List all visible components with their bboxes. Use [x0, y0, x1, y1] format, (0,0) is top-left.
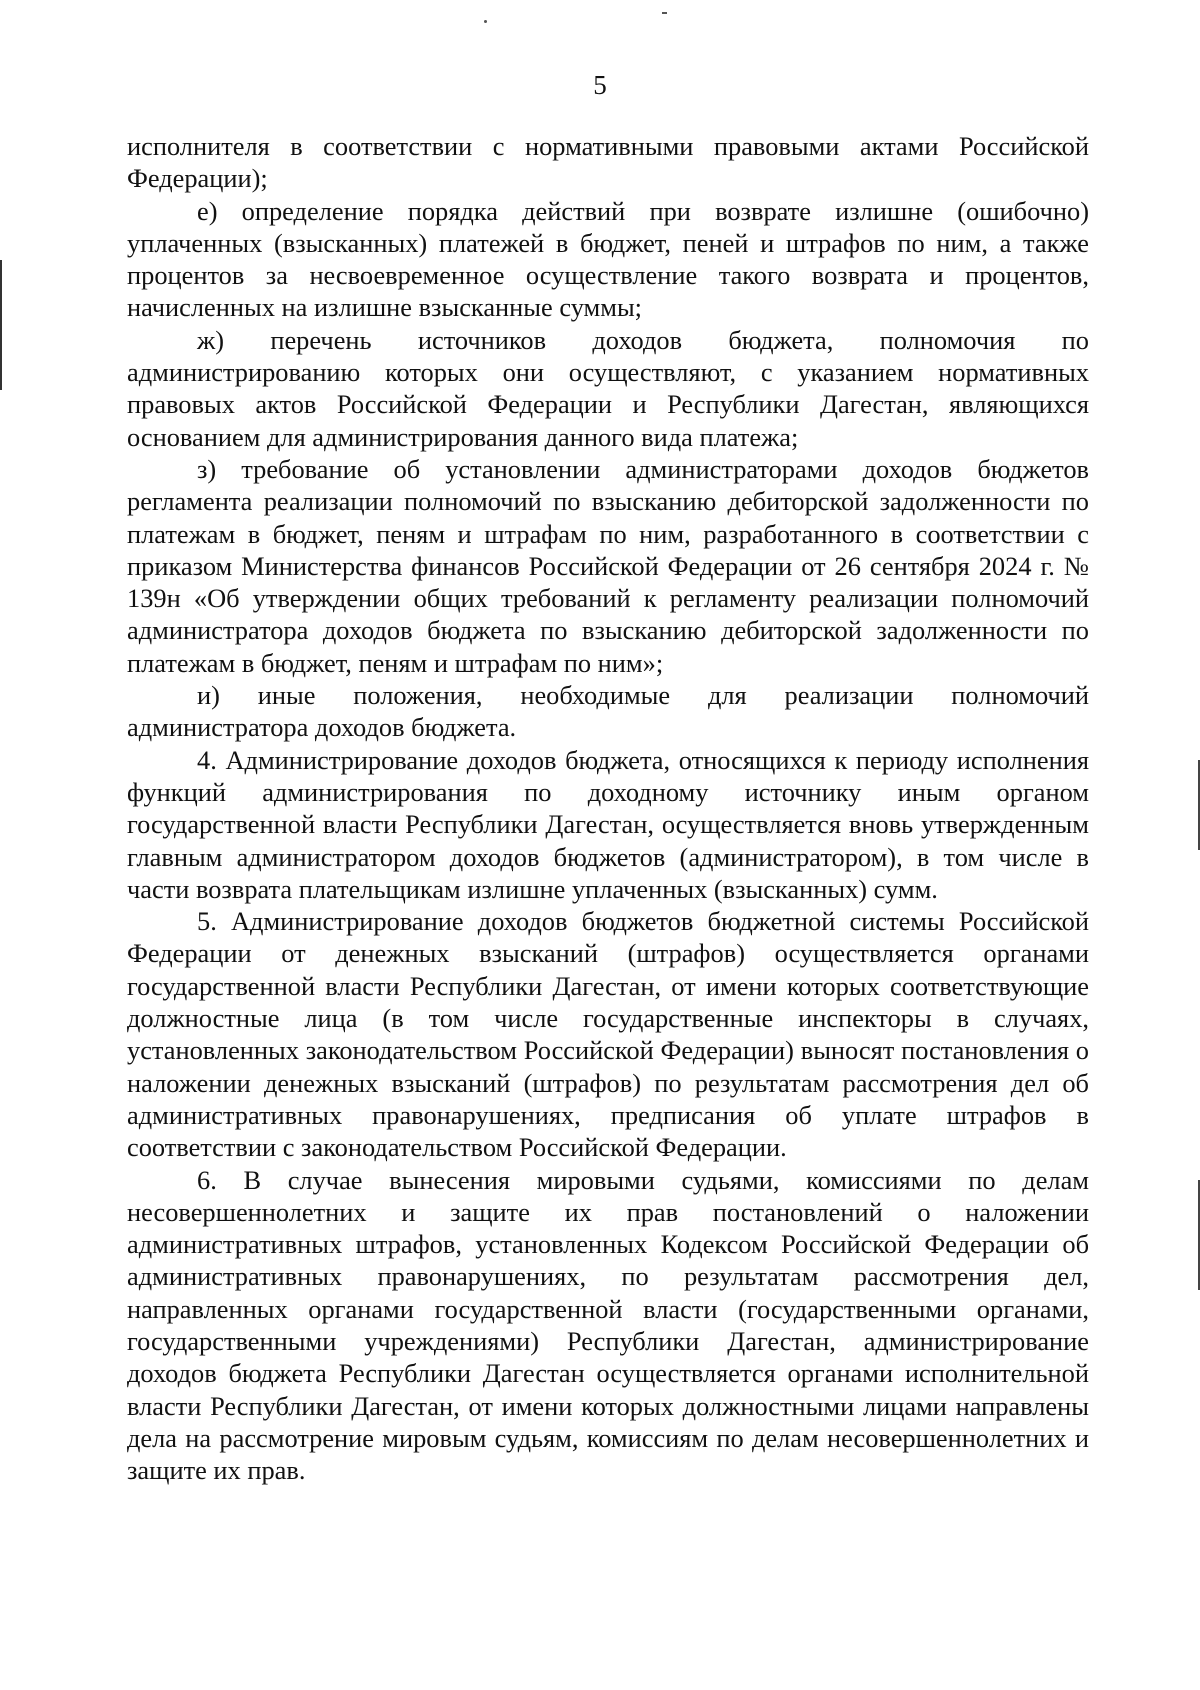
scan-speck	[484, 20, 487, 23]
page-number: 5	[593, 70, 607, 100]
paragraph-item-e: е) определение порядка действий при возврате излишне (ошибочно) уплаченных (взысканных) платежей в бюджет, пеней и штрафов по ним, а также процентов за несвоевременное осуществление такого возврата и процентов, начисленных на излишне взысканные суммы;	[127, 195, 1089, 323]
paragraph-item-z: з) требование об установлении администраторами доходов бюджетов регламента реализации полномочий по взысканию дебиторской задолженности по платежам в бюджет, пеням и штрафам по ним, разработанного в соответствии с приказом Министерства финансов Российской Федерации от 26 сентября 2024 г. № 139н «Об утверждении общих требований к регламенту реализации полномочий администратора доходов бюджета по взысканию дебиторской задолженности по платежам в бюджет, пеням и штрафам по ним»;	[127, 453, 1089, 678]
scan-edge-mark	[0, 260, 2, 390]
paragraph-item-i: и) иные положения, необходимые для реализации полномочий администратора доходов бюджета.	[127, 680, 1089, 743]
document-body	[127, 130, 1089, 1486]
scan-speck	[662, 12, 667, 14]
paragraph-item-zh: ж) перечень источников доходов бюджета, полномочия по администрированию которых они осуществляют, с указанием нормативных правовых актов Российской Федерации и Республики Дагестан, являющихся основанием для администрирования данного вида платежа;	[127, 324, 1089, 452]
paragraph-section-6: 6. В случае вынесения мировыми судьями, комиссиями по делам несовершеннолетних и защите их прав постановлений о наложении административных штрафов, установленных Кодексом Российской Федерации об административных правонарушениях, по результатам рассмотрения дел, направленных органами государственной власти (государственными органами, государственными учреждениями) Республики Дагестан, администрирование доходов бюджета Республики Дагестан осуществляется органами исполнительной власти Республики Дагестан, от имени которых должностными лицами направлены дела на рассмотрение мировым судьям, комиссиям по делам несовершеннолетних и защите их прав.	[127, 1164, 1089, 1486]
paragraph-section-4: 4. Администрирование доходов бюджета, относящихся к периоду исполнения функций администрирования по доходному источнику иным органом государственной власти Республики Дагестан, осуществляется вновь утвержденным главным администратором доходов бюджетов (администратором), в том числе в части возврата плательщикам излишне уплаченных (взысканных) сумм.	[127, 744, 1089, 904]
paragraph-section-5: 5. Администрирование доходов бюджетов бюджетной системы Российской Федерации от денежных взысканий (штрафов) осуществляется органами государственной власти Республики Дагестан, от имени которых соответствующие должностные лица (в том числе государственные инспекторы в случаях, установленных законодательством Российской Федерации) выносят постановления о наложении денежных взысканий (штрафов) по результатам рассмотрения дел об административных правонарушениях, предписания об уплате штрафов в соответствии с законодательством Российской Федерации.	[127, 906, 1089, 1163]
paragraph-continuation: исполнителя в соответствии с нормативными правовыми актами Российской Федерации);	[127, 131, 1089, 194]
